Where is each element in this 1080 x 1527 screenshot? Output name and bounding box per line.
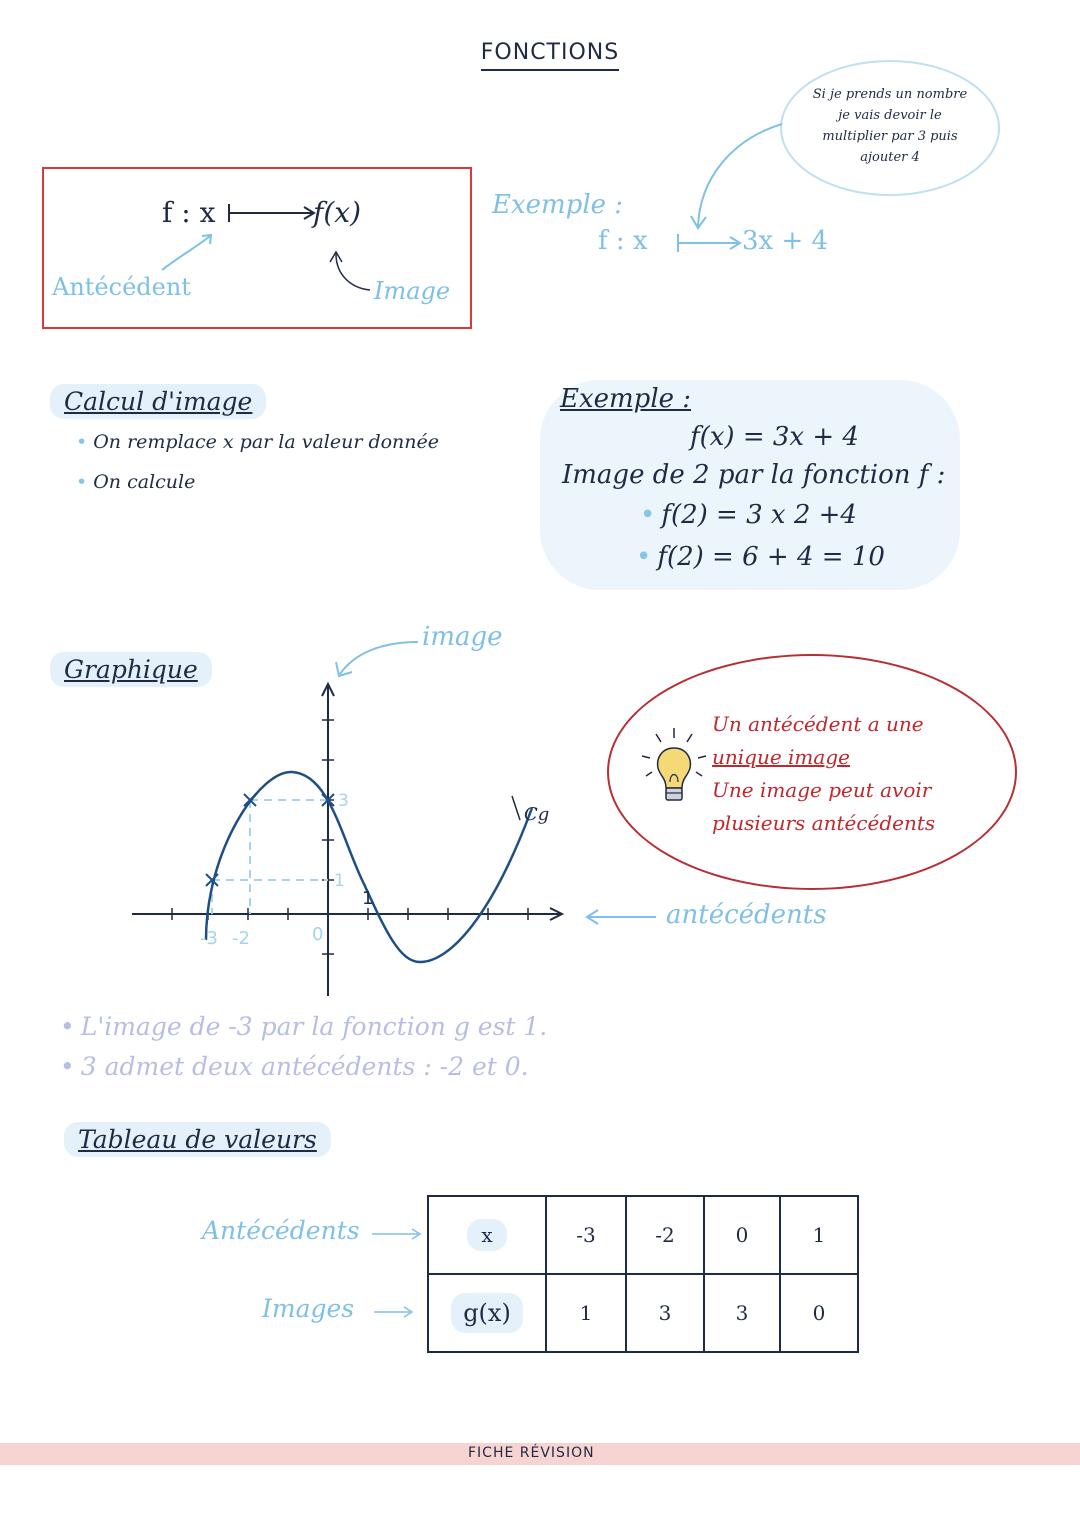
footer-label: FICHE RÉVISION [468, 1445, 595, 1461]
table-cell: 3 [626, 1274, 704, 1352]
images-row-arrow [372, 1304, 418, 1320]
antecedents-arrow [584, 906, 664, 930]
calcul-bullets [76, 422, 439, 502]
table-cell: 1 [546, 1274, 626, 1352]
table-row-gx [428, 1274, 858, 1352]
table-cell: 3 [704, 1274, 780, 1352]
y-label-one: 1 [334, 871, 345, 891]
rule-line-two: unique image [712, 745, 850, 769]
table-heading: Tableau de valeurs [64, 1122, 331, 1157]
lightbulb-icon [636, 726, 712, 810]
definition-curved-arrows [150, 230, 390, 300]
table-cell: -2 [626, 1196, 704, 1274]
y-label-three: 3 [338, 791, 349, 811]
antecedents-note: antécédents [666, 900, 827, 930]
example-two-line-four: • f(2) = 6 + 4 = 10 [636, 542, 885, 572]
calcul-heading: Calcul d'image [50, 384, 266, 419]
reading-guides [212, 800, 328, 914]
antecedent-label: Antécédent [52, 273, 191, 301]
x-label-minus-two: -2 [232, 928, 250, 949]
table-row-label-images: Images [262, 1294, 355, 1323]
example-one-formula-left: f : x [598, 226, 648, 256]
x-label-zero: 0 [312, 924, 324, 945]
curve-name: Cg [524, 804, 550, 825]
table-row-x [428, 1196, 858, 1274]
example-two-line-one: f(x) = 3x + 4 [690, 422, 859, 452]
graph-statement-one: • L'image de -3 par la fonction g est 1. [60, 1012, 548, 1041]
table-cell: 1 [780, 1196, 858, 1274]
function-graph [120, 670, 590, 1010]
marked-points [206, 794, 334, 886]
example-two-label: Exemple : [560, 384, 692, 414]
bubble-arrow [690, 120, 810, 240]
calcul-bullet-two: • On calcule [76, 471, 196, 493]
rule-line-three: Une image peut avoir [712, 778, 932, 802]
x-label-one: 1 [362, 888, 374, 909]
example-one-label: Exemple : [492, 190, 624, 220]
rule-text [712, 708, 935, 840]
example-maps-to-arrow [676, 232, 746, 256]
note-bubble-text: Si je prends un nombre je vais devoir le multiplier par 3 puis ajouter 4 [812, 87, 968, 165]
values-table [427, 1195, 859, 1353]
calcul-bullet-one: • On remplace x par la valeur donnée [76, 431, 440, 453]
table-row-label-antecedents: Antécédents [202, 1216, 360, 1245]
rule-line-one: Un antécédent a une [712, 712, 924, 736]
table-header-gx: g(x) [428, 1274, 546, 1352]
table-header-x: x [428, 1196, 546, 1274]
page-title: FONCTIONS [0, 40, 1080, 65]
footer-band [0, 1443, 1080, 1465]
image-label: Image [374, 277, 451, 305]
definition-formula-left: f : x [162, 196, 216, 229]
antecedents-row-arrow [370, 1226, 426, 1242]
definition-formula-right: f(x) [313, 196, 362, 229]
table-cell: 0 [780, 1274, 858, 1352]
example-one-formula-right: 3x + 4 [742, 226, 829, 256]
graph-statement-two: • 3 admet deux antécédents : -2 et 0. [60, 1052, 529, 1081]
rule-line-four: plusieurs antécédents [712, 811, 936, 835]
table-cell: 0 [704, 1196, 780, 1274]
x-label-minus-three: -3 [200, 928, 218, 949]
graphique-heading: Graphique [50, 652, 212, 687]
image-note: image [422, 622, 503, 652]
example-two-line-two: Image de 2 par la fonction f : [562, 460, 946, 490]
table-cell: -3 [546, 1196, 626, 1274]
note-bubble [780, 60, 1000, 196]
example-two-line-three: • f(2) = 3 x 2 +4 [640, 500, 857, 530]
maps-to-arrow [226, 200, 321, 230]
